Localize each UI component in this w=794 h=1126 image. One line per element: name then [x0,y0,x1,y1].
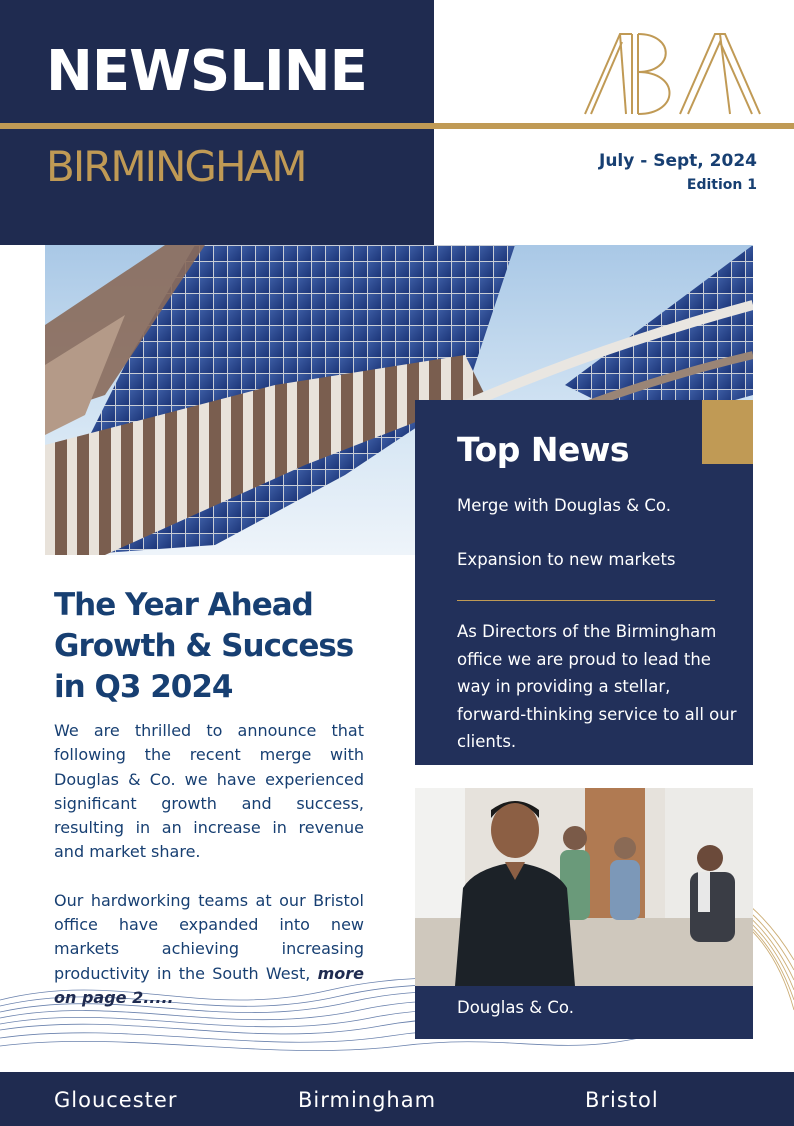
article-paragraph: We are thrilled to announce that following the recent merge with Douglas & Co. we have experienced significant growth and success, resulting in an increase in revenue and market share. [54,721,364,862]
gold-accent-square [702,400,753,464]
gold-divider [0,123,794,129]
headline-line: The Year Ahead [54,587,313,623]
top-news-item: Expansion to new markets [457,550,676,569]
footer-location: Birmingham [298,1088,437,1112]
footer-bar [0,1072,794,1126]
team-photo [415,788,753,986]
footer-location: Gloucester [54,1088,178,1112]
more-link[interactable]: more on page 2..... [54,963,365,1007]
top-news-divider [457,600,715,601]
article-headline [54,585,384,708]
aba-logo [580,30,765,118]
photo-caption-box [415,986,753,1039]
newsletter-title: NEWSLINE [46,39,367,104]
headline-line: in Q3 2024 [54,669,233,705]
photo-caption: Douglas & Co. [457,998,574,1017]
newsletter-subtitle: BIRMINGHAM [46,142,306,191]
top-news-item: Merge with Douglas & Co. [457,496,671,515]
edition-label: Edition 1 [686,177,757,193]
issue-date: July - Sept, 2024 [599,151,757,171]
top-news-heading: Top News [457,430,630,469]
top-news-blurb: As Directors of the Birmingham office we are proud to lead the way in providing a stellar, forward-thinking service to all our clients. [457,622,737,751]
footer-location: Bristol [585,1088,659,1112]
headline-line: Growth & Success [54,628,354,664]
article-paragraph: Our hardworking teams at our Bristol office have expanded into new markets achieving increasing productivity in the South West, [54,890,364,983]
top-news-box [415,400,753,765]
article-body [54,719,364,1010]
